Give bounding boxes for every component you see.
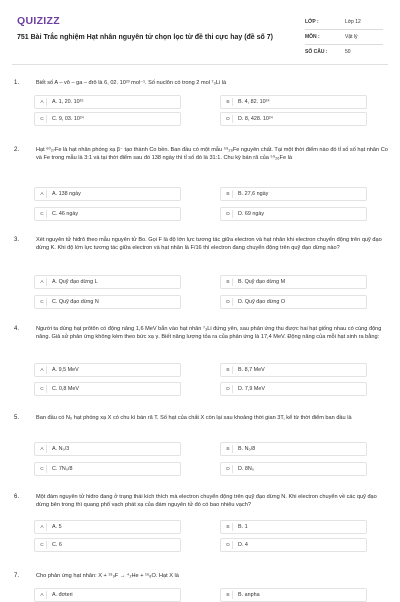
option-text: C. 46 ngày [52, 211, 79, 217]
option-d[interactable] [220, 207, 367, 221]
option-letter: C [38, 298, 47, 306]
option-letter: A [38, 190, 47, 198]
option-b[interactable] [220, 363, 367, 377]
option-text: C. 6 [52, 542, 62, 548]
option-text: C. 0,8 MeV [52, 386, 79, 392]
option-letter: A [38, 98, 47, 106]
question-text: Người ta dùng hạt prôtôn có động năng 1,6 MeV bắn vào hạt nhân ⁷₃Li đứng yên, sau phản ứng thu được hai hạt giống nhau có cùng động năng. Giả sử phản ứng không kèm theo bức xạ γ. Biết năng lượng tỏa ra của phản ứng là 17,4 MeV. Động năng của mỗi hạt sinh ra bằng: [36, 326, 382, 340]
option-letter: C [38, 115, 47, 123]
option-d[interactable] [220, 295, 367, 309]
meta-value: Vật lý [345, 34, 358, 40]
option-text: B. 8,7 MeV [238, 367, 265, 373]
meta-row-subject [305, 30, 383, 45]
option-letter: A [38, 366, 47, 374]
option-letter: B [224, 98, 233, 106]
option-c[interactable] [34, 295, 181, 309]
option-d[interactable] [220, 112, 367, 126]
question-number: 2. [14, 147, 20, 153]
option-text: A. 1, 20. 10²⁵ [52, 99, 84, 105]
option-letter: D [224, 210, 233, 218]
option-letter: B [224, 278, 233, 286]
option-a[interactable] [34, 520, 181, 534]
option-letter: A [38, 523, 47, 531]
option-d[interactable] [220, 462, 367, 476]
option-text: B. Quỹ đạo dừng M [238, 279, 286, 285]
option-letter: D [224, 465, 233, 473]
meta-key: SỐ CÂU : [305, 49, 328, 55]
question-text: Cho phản ứng hạt nhân: X + ¹⁹₉F → ⁴₂He + ¹⁶₈O. Hạt X là [36, 573, 179, 579]
option-text: B. N₀/8 [238, 446, 256, 452]
meta-value: 50 [345, 49, 351, 55]
option-text: D. 4 [238, 542, 248, 548]
worksheet-header [12, 12, 388, 65]
option-text: A. Quỹ đạo dừng L [52, 279, 98, 285]
option-c[interactable] [34, 207, 181, 221]
meta-key: LỚP : [305, 19, 319, 25]
option-a[interactable] [34, 95, 181, 109]
question-number: 6. [14, 494, 20, 500]
question-text: Hạt ⁶⁰₂₇Fe là hạt nhân phóng xạ β⁻ tạo thành Co bền. Ban đầu có một mẫu ⁵⁹₂₆Fe nguyên chất. Tại một thời điểm nào đó tỉ số số hạt nhân Co và Fe trong mẫu là 3:1 và tại thời điểm sau đó 138 ngày thì tỉ số đó là 31:1. Chu kỳ bán rã của ⁵⁹₂₆Fe là [36, 147, 388, 161]
option-d[interactable] [220, 382, 367, 396]
option-letter: D [224, 115, 233, 123]
option-text: A. N₀/3 [52, 446, 70, 452]
option-c[interactable] [34, 382, 181, 396]
question-text: Biết số A – vô – ga – đrô là 6, 02. 10²³ mol⁻¹. Số nuclôn có trong 2 mol ⁷₃Li là [36, 80, 227, 86]
option-b[interactable] [220, 275, 367, 289]
option-d[interactable] [220, 538, 367, 552]
option-b[interactable] [220, 187, 367, 201]
worksheet-meta [305, 15, 383, 59]
question-text: Ban đầu có N₀ hạt phóng xạ X có chu kì bán rã T. Số hạt của chất X còn lại sau khoảng thời gian 3T, kể từ thời điểm ban đầu là [36, 415, 352, 421]
option-a[interactable] [34, 363, 181, 377]
option-text: D. 8N₀ [238, 466, 255, 472]
question-text: Một đám nguyên tử hiđro đang ở trạng thái kích thích mà electron chuyển động trên quỹ đạo dừng N. Khi electron chuyển về các quỹ đạo dừng bên trong thì quang phổ vạch phát xạ của đám nguyên tử đó có bao nhiêu vạch? [36, 494, 377, 508]
option-c[interactable] [34, 462, 181, 476]
option-text: C. 9, 03. 10²⁴ [52, 116, 84, 122]
option-text: B. 4, 82. 10²⁴ [238, 99, 270, 105]
option-text: C. Quỹ đạo dừng N [52, 299, 99, 305]
option-letter: C [38, 385, 47, 393]
option-text: A. 5 [52, 524, 62, 530]
option-letter: D [224, 541, 233, 549]
option-a[interactable] [34, 442, 181, 456]
meta-value: Lớp 12 [345, 19, 361, 25]
question-number: 1. [14, 80, 20, 86]
option-text: B. anpha [238, 592, 260, 598]
meta-row-class [305, 15, 383, 30]
option-letter: D [224, 298, 233, 306]
option-c[interactable] [34, 538, 181, 552]
option-letter: C [38, 465, 47, 473]
option-letter: B [224, 523, 233, 531]
option-text: C. 7N₀/8 [52, 466, 73, 472]
option-b[interactable] [220, 520, 367, 534]
option-a[interactable] [34, 187, 181, 201]
option-b[interactable] [220, 95, 367, 109]
question-number: 5. [14, 415, 20, 421]
worksheet-title: 751 Bài Trắc nghiệm Hạt nhân nguyên tử chọn lọc từ đề thi cực hay (đề số 7) [17, 34, 273, 41]
option-text: A. 9,5 MeV [52, 367, 79, 373]
option-b[interactable] [220, 442, 367, 456]
question-text: Xét nguyên tử hiđrô theo mẫu nguyên tử Bo. Gọi F là độ lớn lực tương tác giữa electron và hạt nhân khi electron chuyển động trên quỹ đạo dừng K. Khi độ lớn lực tương tác giữa electron và hạt nhân là F/16 thì electron đang chuyển động trên quỹ đạo dừng nào? [36, 237, 382, 251]
option-text: B. 1 [238, 524, 248, 530]
question-number: 7. [14, 573, 20, 579]
option-text: B. 27,6 ngày [238, 191, 269, 197]
option-text: D. 8, 428. 10²⁴ [238, 116, 273, 122]
question-number: 4. [14, 326, 20, 332]
option-letter: C [38, 541, 47, 549]
quizizz-logo[interactable]: QUIZIZZ [17, 15, 60, 27]
option-letter: B [224, 591, 233, 599]
option-letter: C [38, 210, 47, 218]
meta-row-count [305, 45, 383, 59]
option-letter: A [38, 278, 47, 286]
option-text: D. 69 ngày [238, 211, 265, 217]
option-letter: B [224, 190, 233, 198]
option-letter: B [224, 366, 233, 374]
option-text: A. đơteri [52, 592, 73, 598]
meta-key: MÔN : [305, 34, 320, 40]
question-number: 3. [14, 237, 20, 243]
option-a[interactable] [34, 275, 181, 289]
option-c[interactable] [34, 112, 181, 126]
option-text: A. 138 ngày [52, 191, 81, 197]
option-letter: A [38, 591, 47, 599]
worksheet-page [12, 12, 388, 598]
option-text: D. 7,9 MeV [238, 386, 265, 392]
option-letter: D [224, 385, 233, 393]
option-letter: B [224, 445, 233, 453]
option-letter: A [38, 445, 47, 453]
option-text: D. Quỹ đạo dừng O [238, 299, 286, 305]
